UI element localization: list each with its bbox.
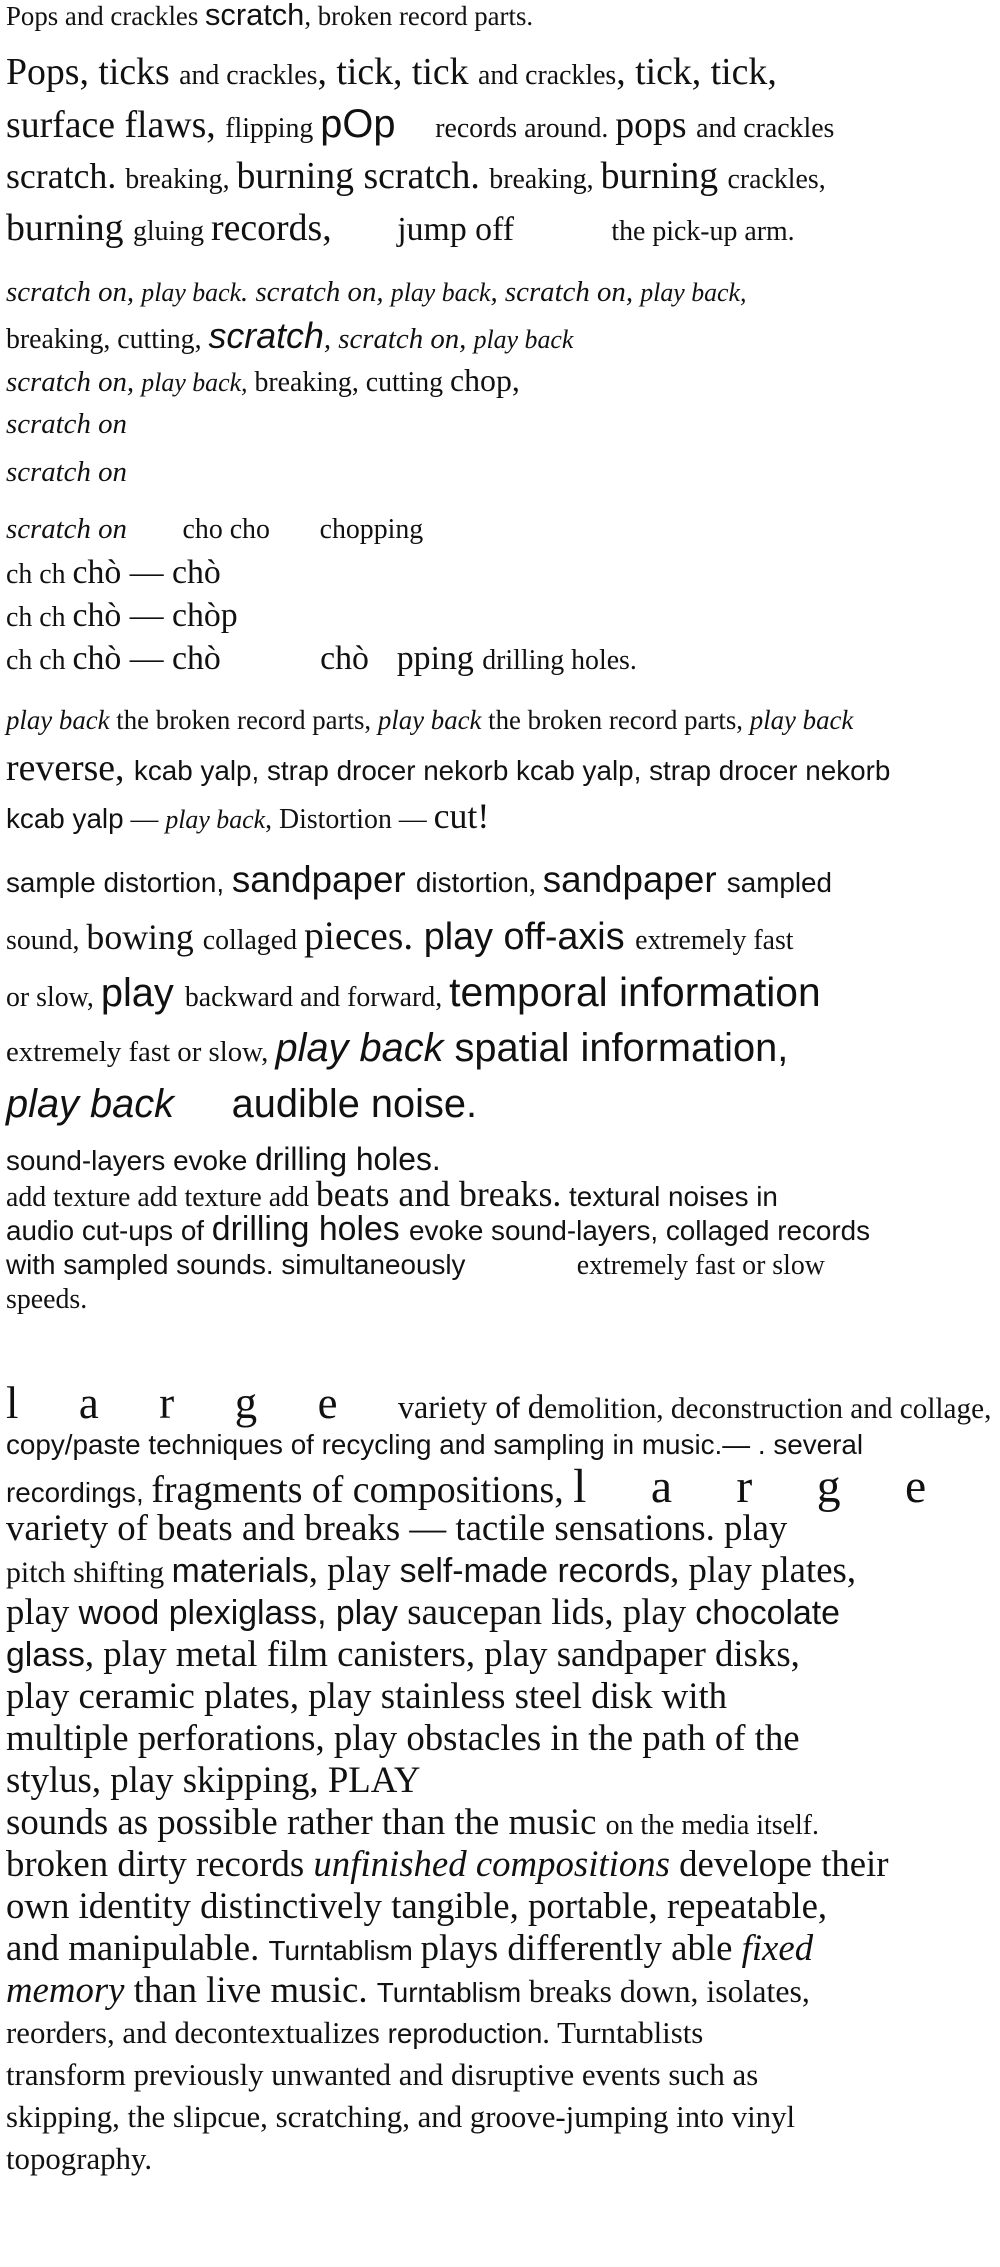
text-run: scratch on [6, 408, 127, 440]
text-run: copy/paste techniques of recycling and sampling in music. [6, 1429, 723, 1460]
text-line [6, 1886, 992, 1928]
text-line [6, 1174, 992, 1214]
text-run: Pops and crackles [6, 1, 206, 31]
text-run: kcab yalp, strap drocer nekorb kcab yalp, strap drocer nekorb [133, 755, 891, 786]
text-run: chopping [319, 514, 424, 545]
text-run: extremely fast [635, 925, 794, 956]
text-run: scratch. [6, 156, 126, 196]
text-line [6, 46, 992, 98]
text-run: chò — chò [72, 554, 221, 591]
text-run: sampled [726, 867, 833, 898]
text-run: recordings, [6, 1477, 152, 1508]
text-line [6, 1634, 992, 1676]
text-line [6, 1550, 992, 1592]
text-run: glass [6, 1636, 85, 1674]
text-run: saucepan lids, play [407, 1592, 696, 1633]
text-line [6, 964, 992, 1020]
text-run: play back [165, 805, 266, 834]
text-line [6, 1970, 992, 2012]
text-line [6, 2054, 992, 2096]
text-run: cho cho [182, 514, 270, 545]
text-run: evoke sound-layers, collaged records [409, 1215, 871, 1246]
text-run: sandpaper [542, 859, 727, 900]
text-run: and manipulable. [6, 1928, 269, 1969]
text-run: , tick, tick, [616, 51, 777, 93]
text-run: play [100, 971, 185, 1015]
text-line [6, 270, 992, 314]
text-line [6, 2138, 992, 2180]
text-run: d [527, 1389, 545, 1426]
text-run: records, [211, 207, 332, 249]
text-run: play back [6, 1082, 174, 1126]
text-line [6, 402, 992, 446]
text-run: play back, [141, 368, 248, 397]
text-run: l a r g e [573, 1460, 953, 1513]
text-run: , broken record parts. [304, 1, 534, 31]
text-run: records around. [435, 113, 616, 144]
text-run: scratch on [6, 513, 127, 545]
text-run: reorders, and decontextualizes [6, 2015, 388, 2050]
text-line [6, 452, 992, 492]
text-line [6, 98, 992, 150]
text-run: on the media itself. [605, 1810, 819, 1841]
text-run: ch ch [6, 559, 73, 590]
text-run: emolition, deconstruction and collage, [544, 1392, 992, 1425]
text-run: play ceramic plates, play stainless steel disk with [6, 1676, 728, 1717]
text-line [6, 1020, 992, 1076]
text-run: multiple perforations, play obstacles in the path of the [6, 1718, 800, 1759]
text-run: and crackles [179, 60, 318, 91]
text-run: scratch [208, 315, 324, 356]
text-run: own identity distinctively tangible, portable, repeatable, [6, 1886, 828, 1927]
text-run: play back [390, 278, 491, 307]
text-run: wood plexiglass, play [78, 1594, 408, 1632]
text-line [6, 0, 992, 32]
text-run: chop, [450, 362, 520, 398]
text-line [6, 792, 992, 840]
text-run: , tick, tick [317, 51, 478, 93]
text-run: variety of beats and breaks — tactile sensations. play [6, 1508, 788, 1549]
text-run: the broken record parts, [481, 705, 750, 735]
text-line [6, 1377, 992, 1428]
text-line [6, 2012, 992, 2054]
text-run: — [123, 804, 166, 835]
text-line [6, 1247, 992, 1282]
text-line [6, 1460, 992, 1513]
text-run: sound, [6, 925, 87, 956]
text-run: sounds as possible rather than the music [6, 1802, 606, 1843]
text-run: scratch [205, 0, 305, 32]
text-run: unfinished compositions [313, 1844, 670, 1885]
text-line [6, 1282, 992, 1317]
text-line [6, 314, 992, 358]
stanza-play-back-reverse [6, 696, 998, 840]
text-line [6, 908, 992, 964]
text-run: of [495, 1392, 528, 1425]
stanza-chopping [6, 508, 998, 680]
text-run: broken dirty records [6, 1844, 314, 1885]
text-line [6, 744, 992, 792]
text-line [6, 508, 992, 551]
text-run: , Distortion — [265, 804, 434, 835]
text-run: sound-layers evoke [6, 1145, 256, 1176]
text-run: audible noise. [231, 1082, 478, 1126]
text-run: and crackles [477, 60, 617, 91]
text-run: ch ch [6, 645, 73, 676]
text-run: chocolate [695, 1594, 840, 1632]
text-run: temporal information [449, 969, 821, 1015]
text-run: reverse, [6, 747, 134, 789]
text-run: scratch on, [6, 276, 142, 308]
text-run: drilling holes. [482, 645, 637, 676]
text-run: speeds. [6, 1284, 88, 1315]
text-run: add texture add texture add [6, 1182, 316, 1213]
text-run: play back [141, 278, 242, 307]
text-line [6, 1928, 992, 1970]
text-line [6, 1760, 992, 1802]
text-run: drilling holes [211, 1210, 410, 1248]
stanza-sandpaper-distortion [6, 852, 998, 1132]
stanza-scratch-on-single [6, 452, 998, 492]
text-run: or slow, [6, 982, 101, 1013]
text-run: — . several [722, 1429, 864, 1460]
text-run: backward and forward, [184, 982, 450, 1013]
text-run: play back [275, 1026, 455, 1070]
text-line [6, 1718, 992, 1760]
text-run: play back [6, 705, 110, 735]
text-run: extremely fast or slow, [6, 1036, 276, 1068]
text-run: drilling holes. [255, 1141, 441, 1177]
text-run: reproduction [387, 2018, 543, 2049]
text-run: stylus, play skipping, PLAY [6, 1760, 421, 1801]
text-run: sample distortion, [6, 867, 232, 898]
text-run: chò — chò [72, 640, 221, 677]
text-run: breaking, cutting, [6, 324, 209, 355]
text-run: bowing [86, 917, 203, 957]
text-line [6, 594, 992, 637]
text-run: the broken record parts, [109, 705, 378, 735]
text-run: . scratch on, [241, 276, 391, 308]
text-run: materials [171, 1552, 309, 1590]
text-run: Turntablism [376, 1977, 529, 2008]
text-line [6, 1076, 992, 1132]
text-run: chò — chòp [72, 597, 238, 634]
text-run: kcab yalp [6, 803, 124, 834]
text-line [6, 1844, 992, 1886]
text-run: surface flaws, [6, 104, 226, 146]
text-run: jump off [397, 211, 514, 248]
text-line [6, 1212, 992, 1247]
text-run: . Turntablists [542, 2015, 704, 2050]
text-run: , play plates, [670, 1550, 857, 1591]
text-run: fixed [741, 1928, 814, 1969]
text-run: beats and breaks. [315, 1174, 562, 1214]
text-run: distortion [415, 867, 529, 898]
text-run: pitch shifting [6, 1556, 172, 1589]
text-run: spatial information, [454, 1026, 789, 1070]
text-run: , scratch on, [323, 323, 474, 355]
text-run: pping [396, 640, 483, 677]
text-run: breaks down, isolates, [528, 1973, 810, 2009]
text-run: scratch on, [6, 366, 142, 398]
text-run: crackles, [727, 164, 826, 195]
text-run: scratch on [6, 456, 127, 488]
stanza-ticks-and-crackles [6, 46, 998, 254]
text-run: flipping [225, 113, 321, 144]
text-run: Turntablism [268, 1935, 421, 1966]
text-run: breaking, cutting [247, 367, 451, 398]
text-line [6, 1802, 992, 1844]
text-run: , play [308, 1550, 400, 1591]
text-run: textural noises in [561, 1181, 778, 1212]
text-run: play back [473, 325, 574, 354]
text-line [6, 1142, 992, 1177]
text-line [6, 637, 992, 680]
text-run: develope their [669, 1844, 889, 1885]
text-line [6, 1508, 992, 1550]
text-run: play back, [640, 278, 747, 307]
text-run: , scratch on, [490, 276, 641, 308]
stanza-sound-layers [6, 1142, 998, 1317]
text-run: variety [397, 1390, 496, 1426]
text-run: pops [615, 104, 697, 146]
text-run: sandpaper [231, 859, 416, 900]
text-run: , [528, 868, 543, 899]
text-run: burning [6, 207, 133, 249]
text-run: burning [600, 155, 728, 197]
text-line [6, 696, 992, 744]
text-run: breaking, [489, 164, 601, 195]
text-line [6, 551, 992, 594]
text-run: pOp [320, 102, 396, 146]
text-line [6, 150, 992, 202]
text-run: burning scratch. [236, 155, 490, 197]
text-run: memory [6, 1970, 125, 2011]
text-run: skipping, the slipcue, scratching, and groove-jumping into vinyl [6, 2099, 796, 2134]
text-line [6, 1592, 992, 1634]
stanza-pops-and-crackles [6, 0, 998, 32]
text-run: than live music. [124, 1970, 377, 2011]
text-run: self-made records [399, 1552, 671, 1590]
text-run: chò [320, 640, 369, 677]
stanza-large-variety [6, 1377, 998, 2180]
text-run: play [6, 1592, 79, 1633]
text-run: fragments of compositions, [151, 1469, 574, 1511]
text-run: Pops, ticks [6, 51, 180, 93]
text-line [6, 852, 992, 908]
text-run: with sampled sounds. simultaneously [6, 1249, 466, 1280]
text-line [6, 1676, 992, 1718]
text-run: extremely fast or slow [576, 1250, 825, 1281]
text-run: , play metal film canisters, play sandpaper disks, [84, 1634, 800, 1675]
text-run: play off-axis [413, 916, 636, 958]
text-run: the pick-up arm. [611, 216, 795, 247]
text-run: plays differently able [420, 1928, 742, 1969]
text-run: play back [377, 705, 482, 735]
text-run: gluing [132, 216, 212, 247]
stanza-scratch-on [6, 270, 998, 446]
text-run: topography. [6, 2141, 153, 2176]
text-run: audio cut-ups of [6, 1215, 212, 1246]
text-run: pieces. [303, 913, 414, 958]
text-run: ch ch [6, 602, 73, 633]
text-run: and crackles [696, 113, 835, 144]
text-line [6, 202, 992, 254]
text-run: play back [749, 705, 854, 735]
text-line [6, 358, 992, 402]
text-run: transform previously unwanted and disruptive events such as [6, 2057, 759, 2092]
text-run: cut! [433, 796, 490, 836]
text-run: breaking, [125, 164, 237, 195]
text-run: l a r g e [6, 1377, 398, 1428]
text-run: collaged [202, 925, 304, 956]
text-line [6, 2096, 992, 2138]
